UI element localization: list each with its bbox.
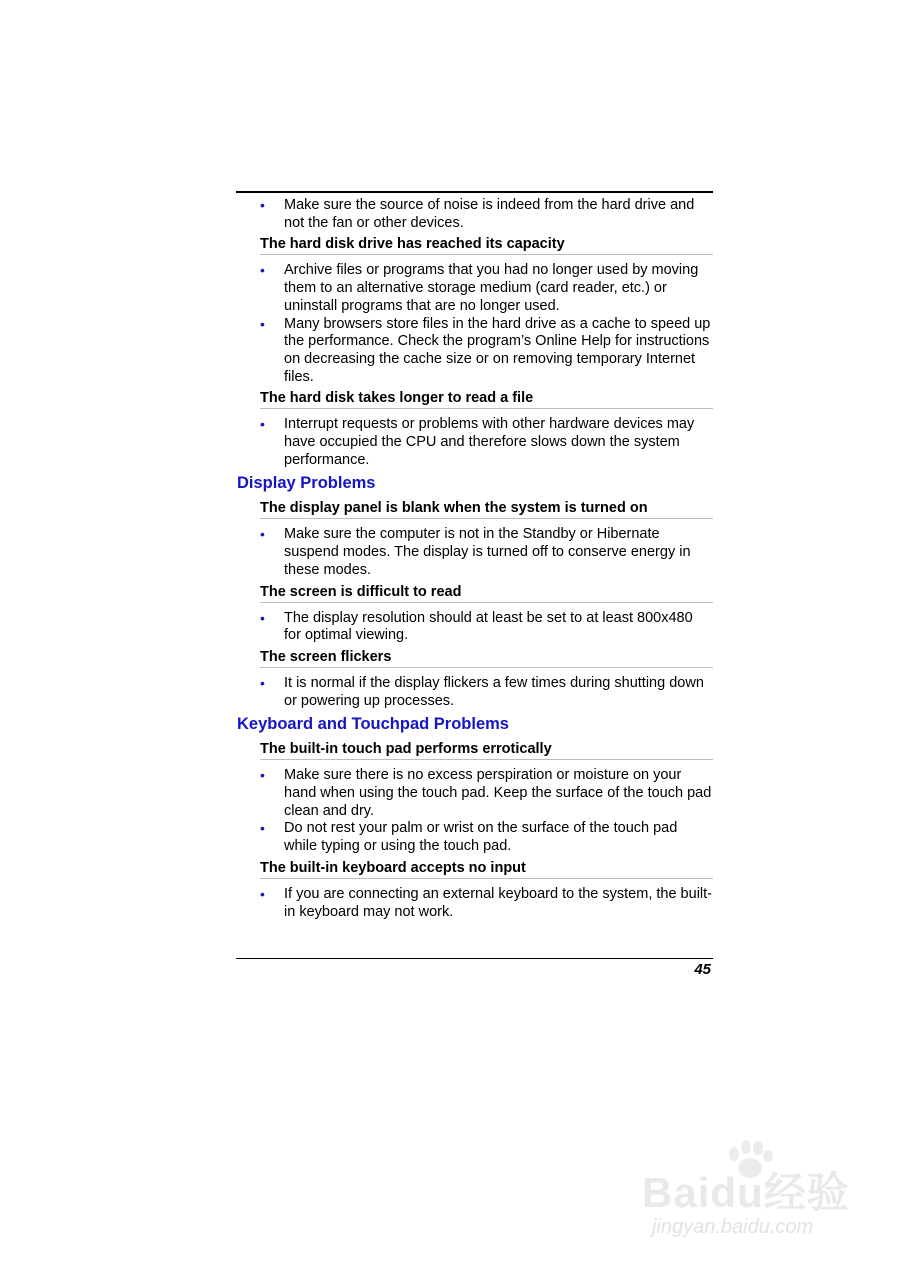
bullet-list xyxy=(236,886,713,921)
intro-bullets xyxy=(236,197,713,232)
bullet-item xyxy=(260,674,713,710)
bullet-list xyxy=(236,675,713,710)
sub-heading: The hard disk drive has reached its capacity xyxy=(260,236,713,255)
bullet-item xyxy=(260,197,713,232)
bullet-item xyxy=(260,885,713,921)
sub-heading: The hard disk takes longer to read a file xyxy=(260,390,713,409)
bullet-list xyxy=(236,610,713,645)
bullet-text: It is normal if the display flickers a few times during shutting down or powering up processes. xyxy=(284,674,704,709)
bullet-dot-icon: • xyxy=(260,197,265,213)
bullet-item xyxy=(260,526,713,579)
bullet-text: Make sure the computer is not in the Standby or Hibernate suspend modes. The display is turned off to conserve energy in these modes. xyxy=(284,526,691,578)
footer-rule xyxy=(236,958,713,959)
page-content xyxy=(236,197,713,921)
header-rule xyxy=(236,191,713,193)
bullet-list xyxy=(236,767,713,856)
bullet-list xyxy=(236,262,713,386)
bullet-text: Make sure the source of noise is indeed from the hard drive and not the fan or other devices. xyxy=(284,197,695,231)
bullet-item xyxy=(260,315,713,387)
bullet-dot-icon: • xyxy=(260,609,265,626)
bullet-text: Make sure there is no excess perspiration or moisture on your hand when using the touch pad. Keep the surface of the touch pad clean and dry. xyxy=(284,767,712,819)
section-title: Keyboard and Touchpad Problems xyxy=(237,715,509,734)
sub-heading: The display panel is blank when the system is turned on xyxy=(260,500,713,519)
bullet-item xyxy=(260,416,713,469)
bullet-dot-icon: • xyxy=(260,526,265,543)
bullet-dot-icon: • xyxy=(260,262,265,279)
bullet-dot-icon: • xyxy=(260,315,265,332)
section-title: Display Problems xyxy=(237,474,376,493)
bullet-text: Do not rest your palm or wrist on the surface of the touch pad while typing or using the touch pad. xyxy=(284,820,678,855)
sub-heading: The screen is difficult to read xyxy=(260,584,713,603)
sections-container xyxy=(236,236,713,921)
page-number: 45 xyxy=(694,961,711,978)
bullet-item xyxy=(260,262,713,315)
bullet-text: Many browsers store files in the hard drive as a cache to speed up the performance. Check the program’s Online Help for instructions on decreasing the cache size or on removing temporary Internet files. xyxy=(284,315,711,385)
bullet-dot-icon: • xyxy=(260,767,265,784)
bullet-text: The display resolution should at least be set to at least 800x480 for optimal viewing. xyxy=(284,609,693,644)
bullet-item xyxy=(260,609,713,645)
bullet-item xyxy=(260,767,713,820)
watermark-logo: Baidu经验 xyxy=(642,1169,850,1216)
bullet-dot-icon: • xyxy=(260,416,265,433)
bullet-text: Archive files or programs that you had no longer used by moving them to an alternative storage medium (card reader, etc.) or uninstall programs that are no longer used. xyxy=(284,262,699,314)
bullet-item xyxy=(260,820,713,855)
bullet-dot-icon: • xyxy=(260,885,265,902)
bullet-dot-icon: • xyxy=(260,674,265,691)
bullet-list xyxy=(236,416,713,469)
watermark-url: jingyan.baidu.com xyxy=(652,1216,814,1238)
bullet-text: If you are connecting an external keyboard to the system, the built-in keyboard may not work. xyxy=(284,885,712,920)
sub-heading: The screen flickers xyxy=(260,649,713,668)
sub-heading: The built-in keyboard accepts no input xyxy=(260,860,713,879)
bullet-dot-icon: • xyxy=(260,820,265,837)
sub-heading: The built-in touch pad performs errotically xyxy=(260,741,713,760)
bullet-text: Interrupt requests or problems with other hardware devices may have occupied the CPU and therefore slows down the system performance. xyxy=(284,416,695,468)
bullet-list xyxy=(236,526,713,579)
